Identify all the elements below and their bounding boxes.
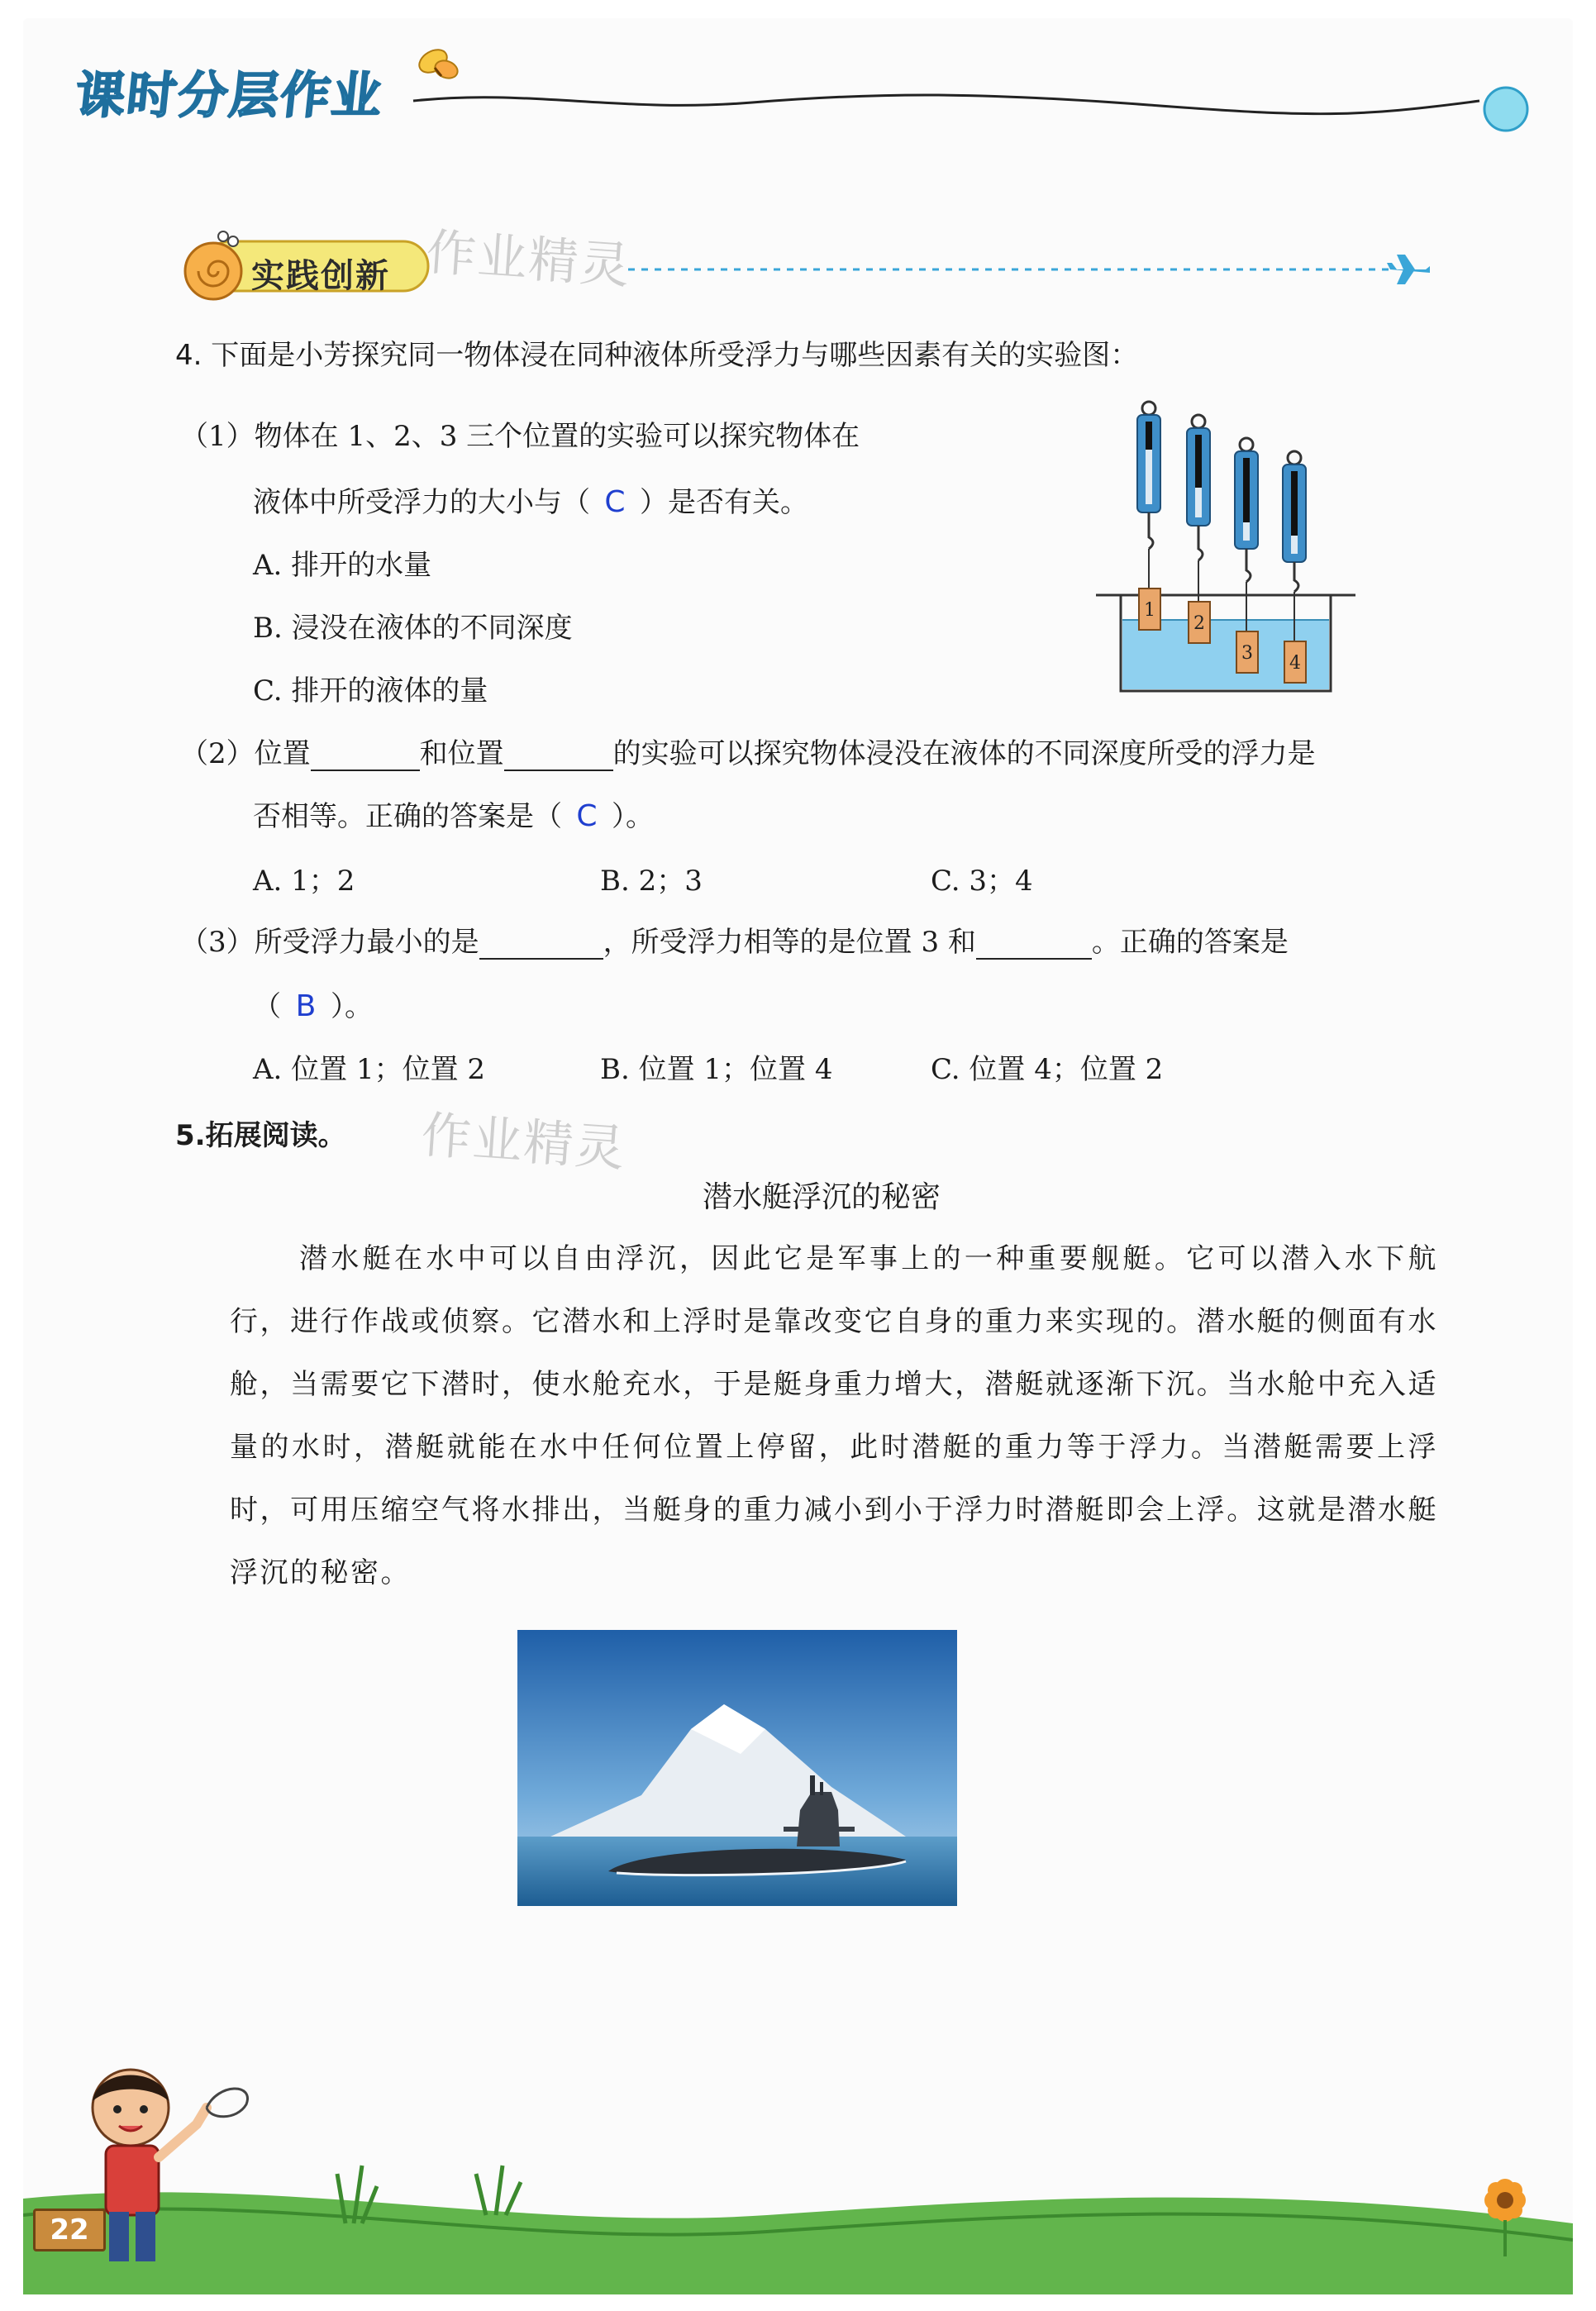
q4-part3-line1 <box>180 926 1289 960</box>
section-label: 实践创新 <box>251 257 390 295</box>
grass-hill <box>23 2192 1573 2294</box>
block-label-4: 4 <box>1289 653 1301 674</box>
block-label-1: 1 <box>1144 600 1155 621</box>
q4-part2-line1 <box>180 737 1316 771</box>
q4-part2-option-c: C. 3；4 <box>931 865 1033 898</box>
q4-part2-blank-1 <box>311 745 420 771</box>
q4-part2-line2 <box>253 798 654 834</box>
question-5-title: 5.拓展阅读。 <box>175 1119 346 1152</box>
book-title: 课时分层作业 <box>72 67 387 125</box>
q4-part2-line2-text: 否相等。正确的答案是（ <box>253 800 562 833</box>
watermark: 作业精灵 <box>424 223 633 296</box>
reading-passage <box>230 1227 1438 1604</box>
page-number: 22 <box>33 2209 106 2251</box>
q4-part3-text-3: 。正确的答案是 <box>1091 926 1289 959</box>
q4-part3-blank-1 <box>479 933 603 960</box>
block-label-3: 3 <box>1241 643 1253 664</box>
spring-scale-4 <box>1283 451 1306 641</box>
airplane-icon <box>1387 255 1430 284</box>
submarine-photo <box>517 1630 957 1906</box>
q4-part1-text: 液体中所受浮力的大小与（ <box>253 486 590 519</box>
q4-part3-line2 <box>253 989 373 1024</box>
q4-part2-option-a: A. 1；2 <box>253 865 355 898</box>
watermark-2: 作业精灵 <box>419 1106 628 1179</box>
q4-part2-answer: C <box>576 799 598 833</box>
q4-part3-line2-end: ）。 <box>331 990 373 1023</box>
q4-part2-text-3: 的实验可以探究物体浸没在液体的不同深度所受的浮力是 <box>612 737 1316 770</box>
q4-part2-option-b: B. 2；3 <box>600 865 703 898</box>
reading-title: 潜水艇浮沉的秘密 <box>703 1180 941 1214</box>
q4-part3-option-c: C. 位置 4；位置 2 <box>931 1053 1164 1086</box>
dotted-line-plane <box>628 248 1438 289</box>
q4-part1-option-c: C. 排开的液体的量 <box>253 674 488 708</box>
spring-scale-2 <box>1187 415 1210 602</box>
snail-icon <box>185 231 241 299</box>
q4-part1-answer: C <box>604 485 626 519</box>
footer-decoration <box>23 2050 1573 2294</box>
reading-paragraph: 潜水艇在水中可以自由浮沉，因此它是军事上的一种重要舰艇。它可以潜入水下航行，进行作战或侦察。它潜水和上浮时是靠改变它自身的重力来实现的。潜水艇的侧面有水舱，当需要它下潜时，使水舱充水，于是艇身重力增大，潜艇就逐渐下沉。当水舱中充入适量的水时，潜艇就能在水中任何位置上停留，此时潜艇的重力等于浮力。当潜艇需要上浮时，可用压缩空气将水排出，当艇身的重力减小到小于浮力时潜艇即会上浮。这就是潜水艇浮沉的秘密。 <box>230 1242 1438 1589</box>
q4-part1-option-b: B. 浸没在液体的不同深度 <box>253 612 573 645</box>
q4-part1-line2 <box>253 484 808 520</box>
question-4-title: 4. 下面是小芳探究同一物体浸在同种液体所受浮力与哪些因素有关的实验图： <box>175 339 1139 372</box>
spring-scale-3 <box>1235 438 1258 631</box>
q4-part3-answer: B <box>295 989 317 1023</box>
q4-part3-text-1: （3）所受浮力最小的是 <box>180 926 479 959</box>
q4-part1-text-end: ）是否有关。 <box>640 486 808 519</box>
header-decoration <box>405 43 1562 142</box>
q4-part2-blank-2 <box>504 745 613 771</box>
q4-part1-option-a: A. 排开的水量 <box>253 549 432 582</box>
q4-part3-text-2: ，所受浮力相等的是位置 3 和 <box>603 926 976 959</box>
block-label-2: 2 <box>1193 613 1205 634</box>
buoyancy-experiment-diagram <box>1091 397 1364 694</box>
q4-part3-option-a: A. 位置 1；位置 2 <box>253 1053 486 1086</box>
spring-scale-1 <box>1137 402 1160 588</box>
circle-icon <box>1484 88 1527 131</box>
butterfly-icon <box>415 45 460 82</box>
q4-part3-line2-text: （ <box>253 990 281 1023</box>
q4-part3-blank-2 <box>976 933 1092 960</box>
q4-part2-line2-end: ）。 <box>612 800 654 833</box>
q4-part2-text-2: 和位置 <box>419 737 504 770</box>
q4-part3-option-b: B. 位置 1；位置 4 <box>600 1053 833 1086</box>
q4-part2-text-1: （2）位置 <box>180 737 311 770</box>
q4-part1-line1: （1）物体在 1、2、3 三个位置的实验可以探究物体在 <box>180 420 860 453</box>
